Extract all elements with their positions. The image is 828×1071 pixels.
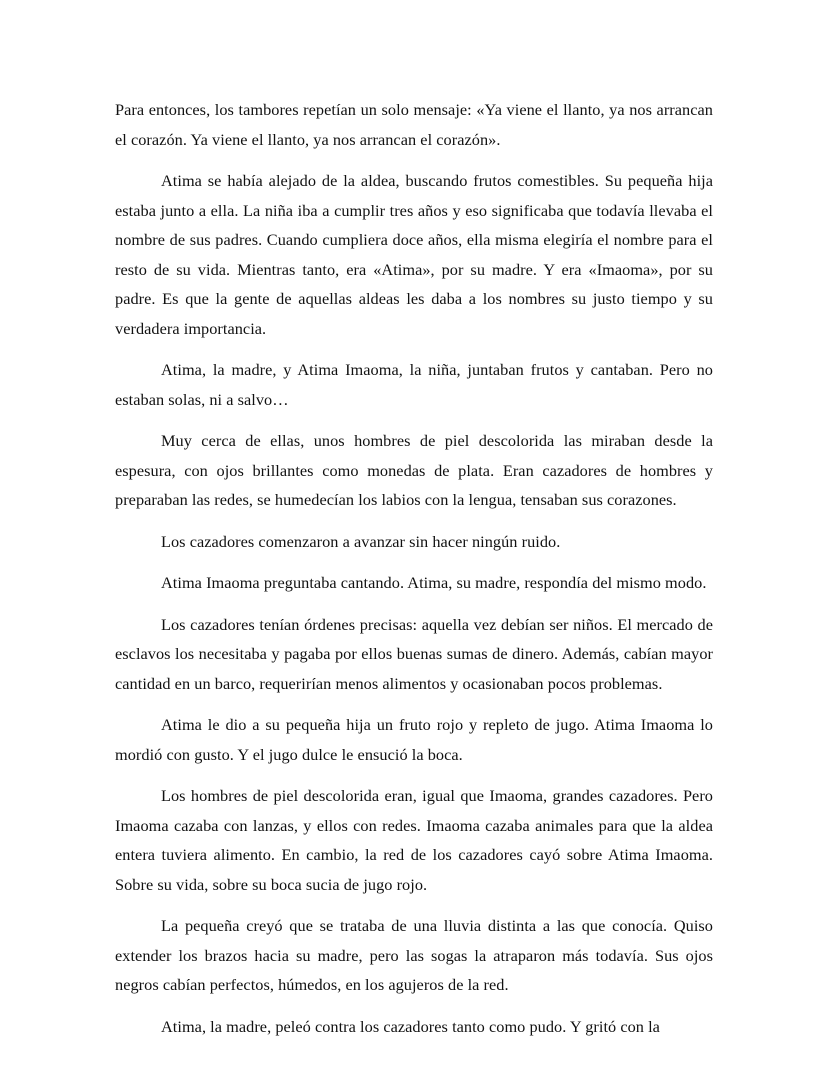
paragraph-5: Los cazadores comenzaron a avanzar sin hacer ningún ruido. [161, 531, 561, 551]
paragraph-7: Los cazadores tenían órdenes precisas: aquella vez debían ser niños. El mercado de esclavos los necesitaba y pagaba por ellos buenas sumas de dinero. Además, cabían mayor cantidad en un barco, requerirían menos alimentos y ocasionaban pocos problemas. [115, 614, 713, 693]
paragraph-3: Atima, la madre, y Atima Imaoma, la niña, juntaban frutos y cantaban. Pero no estaban solas, ni a salvo… [115, 360, 713, 409]
paragraph-8: Atima le dio a su pequeña hija un fruto rojo y repleto de jugo. Atima Imaoma lo mordió con gusto. Y el jugo dulce le ensució la boca. [115, 715, 713, 764]
paragraph-9: Los hombres de piel descolorida eran, igual que Imaoma, grandes cazadores. Pero Imaoma cazaba con lanzas, y ellos con redes. Imaoma cazaba animales para que la aldea entera tuviera alimento. En cambio, la red de los cazadores cayó sobre Atima Imaoma. Sobre su vida, sobre su boca sucia de jugo rojo. [115, 786, 713, 894]
paragraph-6: Atima Imaoma preguntaba cantando. Atima, su madre, respondía del mismo modo. [161, 573, 707, 592]
paragraph-10: La pequeña creyó que se trataba de una lluvia distinta a las que conocía. Quiso extender los brazos hacia su madre, pero las sogas la atraparon más todavía. Sus ojos negros cabían perfectos, húmedos, en los agujeros de la red. [115, 916, 713, 994]
paragraph-11: Atima, la madre, peleó contra los cazadores tanto como pudo. Y gritó con la [161, 1016, 660, 1036]
paragraph-1: Para entonces, los tambores repetían un solo mensaje: «Ya viene el llanto, ya nos arrancan el corazón. Ya viene el llanto, ya nos arrancan el corazón». [115, 100, 713, 149]
page-body [115, 95, 713, 1041]
paragraph-2: Atima se había alejado de la aldea, buscando frutos comestibles. Su pequeña hija estaba junto a ella. La niña iba a cumplir tres años y eso significaba que todavía llevaba el nombre de sus padres. Cuando cumpliera doce años, ella misma elegiría el nombre para el resto de su vida. Mientras tanto, era «Atima», por su madre. Y era «Imaoma», por su padre. Es que la gente de aquellas aldeas les daba a los nombres su justo tiempo y su verdadera importancia. [115, 171, 713, 338]
paragraph-4: Muy cerca de ellas, unos hombres de piel descolorida las miraban desde la espesura, con ojos brillantes como monedas de plata. Eran cazadores de hombres y preparaban las redes, se humedecían los labios con la lengua, tensaban sus corazones. [115, 431, 713, 509]
